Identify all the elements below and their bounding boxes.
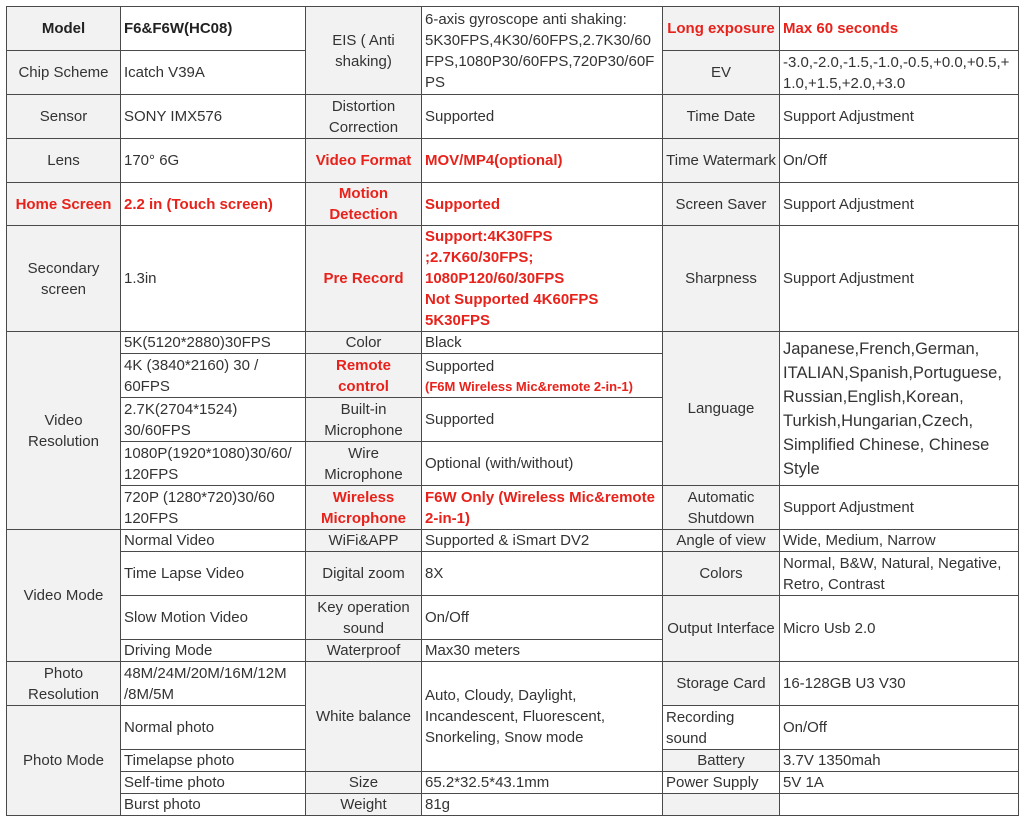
motion-detection-value: Supported — [422, 183, 663, 226]
size-label: Size — [306, 772, 422, 794]
angle-value: Wide, Medium, Narrow — [780, 530, 1019, 552]
sensor-value: SONY IMX576 — [121, 95, 306, 139]
pre-record-supported: Support:4K30FPS ;2.7K60/30FPS; 1080P120/60/30FPS — [425, 228, 565, 287]
photo-mode-normal: Normal photo — [121, 706, 306, 750]
video-format-value: MOV/MP4(optional) — [422, 139, 663, 183]
video-mode-driving: Driving Mode — [121, 640, 306, 662]
wifi-label: WiFi&APP — [306, 530, 422, 552]
motion-detection-label: Motion Detection — [306, 183, 422, 226]
photo-mode-burst: Burst photo — [121, 794, 306, 816]
output-interface-label: Output Interface — [663, 596, 780, 662]
distortion-label: Distortion Correction — [306, 95, 422, 139]
home-screen-value: 2.2 in (Touch screen) — [121, 183, 306, 226]
video-resolution-5k: 5K(5120*2880)30FPS — [121, 332, 306, 354]
angle-label: Angle of view — [663, 530, 780, 552]
color-value: Black — [422, 332, 663, 354]
power-supply-value: 5V 1A — [780, 772, 1019, 794]
screen-saver-value: Support Adjustment — [780, 183, 1019, 226]
screen-saver-label: Screen Saver — [663, 183, 780, 226]
lens-label: Lens — [7, 139, 121, 183]
video-format-label: Video Format — [306, 139, 422, 183]
wire-mic-value: Optional (with/without) — [422, 442, 663, 486]
pre-record-not-supported: Not Supported 4K60FPS 5K30FPS — [425, 291, 599, 329]
color-label: Color — [306, 332, 422, 354]
video-mode-slow-motion: Slow Motion Video — [121, 596, 306, 640]
digital-zoom-label: Digital zoom — [306, 552, 422, 596]
chip-label: Chip Scheme — [7, 51, 121, 95]
white-balance-value: Auto, Cloudy, Daylight, Incandescent, Fluorescent, Snorkeling, Snow mode — [422, 662, 663, 772]
photo-mode-label: Photo Mode — [7, 706, 121, 816]
key-sound-label: Key operation sound — [306, 596, 422, 640]
time-watermark-label: Time Watermark — [663, 139, 780, 183]
weight-value: 81g — [422, 794, 663, 816]
photo-resolution-value: 48M/24M/20M/16M/12M /8M/5M — [121, 662, 306, 706]
video-mode-normal: Normal Video — [121, 530, 306, 552]
wireless-mic-value: F6W Only (Wireless Mic&remote 2-in-1) — [422, 486, 663, 530]
waterproof-value: Max30 meters — [422, 640, 663, 662]
model-value: F6&F6W(HC08) — [121, 7, 306, 51]
battery-value: 3.7V 1350mah — [780, 750, 1019, 772]
secondary-screen-label: Secondary screen — [7, 226, 121, 332]
ev-value: -3.0,-2.0,-1.5,-1.0,-0.5,+0.0,+0.5,+1.0,+1.5,+2.0,+3.0 — [780, 51, 1019, 95]
wireless-mic-label: Wireless Microphone — [306, 486, 422, 530]
pre-record-value — [422, 226, 663, 332]
ev-label: EV — [663, 51, 780, 95]
photo-mode-self-time: Self-time photo — [121, 772, 306, 794]
auto-shutdown-label: Automatic Shutdown — [663, 486, 780, 530]
builtin-mic-value: Supported — [422, 398, 663, 442]
home-screen-label: Home Screen — [7, 183, 121, 226]
video-resolution-1080p: 1080P(1920*1080)30/60/ 120FPS — [121, 442, 306, 486]
long-exposure-label: Long exposure — [663, 7, 780, 51]
video-mode-timelapse: Time Lapse Video — [121, 552, 306, 596]
photo-mode-timelapse: Timelapse photo — [121, 750, 306, 772]
digital-zoom-value: 8X — [422, 552, 663, 596]
colors-label: Colors — [663, 552, 780, 596]
empty-label-cell — [663, 794, 780, 816]
size-value: 65.2*32.5*43.1mm — [422, 772, 663, 794]
time-date-label: Time Date — [663, 95, 780, 139]
lens-value: 170° 6G — [121, 139, 306, 183]
battery-label: Battery — [663, 750, 780, 772]
auto-shutdown-value: Support Adjustment — [780, 486, 1019, 530]
sensor-label: Sensor — [7, 95, 121, 139]
video-mode-label: Video Mode — [7, 530, 121, 662]
chip-value: Icatch V39A — [121, 51, 306, 95]
language-label: Language — [663, 332, 780, 486]
remote-control-value — [422, 354, 663, 398]
sharpness-label: Sharpness — [663, 226, 780, 332]
empty-value-cell — [780, 794, 1019, 816]
storage-value: 16-128GB U3 V30 — [780, 662, 1019, 706]
remote-control-note: (F6M Wireless Mic&remote 2-in-1) — [425, 378, 633, 394]
language-value: Japanese,French,German, ITALIAN,Spanish,Portuguese, Russian,English,Korean, Turkish,Hungarian,Czech, Simplified Chinese, Chinese Style — [780, 332, 1019, 486]
waterproof-label: Waterproof — [306, 640, 422, 662]
spec-table — [6, 6, 1019, 816]
white-balance-label: White balance — [306, 662, 422, 772]
pre-record-label: Pre Record — [306, 226, 422, 332]
secondary-screen-value: 1.3in — [121, 226, 306, 332]
video-resolution-720p: 720P (1280*720)30/60 120FPS — [121, 486, 306, 530]
wifi-value: Supported & iSmart DV2 — [422, 530, 663, 552]
recording-sound-label: Recording sound — [663, 706, 780, 750]
distortion-value: Supported — [422, 95, 663, 139]
wire-mic-label: Wire Microphone — [306, 442, 422, 486]
eis-value: 6-axis gyroscope anti shaking: 5K30FPS,4K30/60FPS,2.7K30/60FPS,1080P30/60FPS,720P30/60FPS — [422, 7, 663, 95]
storage-label: Storage Card — [663, 662, 780, 706]
video-resolution-2-7k: 2.7K(2704*1524) 30/60FPS — [121, 398, 306, 442]
video-resolution-label: Video Resolution — [7, 332, 121, 530]
key-sound-value: On/Off — [422, 596, 663, 640]
model-label: Model — [7, 7, 121, 51]
time-date-value: Support Adjustment — [780, 95, 1019, 139]
remote-control-label: Remote control — [306, 354, 422, 398]
sharpness-value: Support Adjustment — [780, 226, 1019, 332]
remote-control-supported: Supported — [425, 357, 495, 375]
recording-sound-value: On/Off — [780, 706, 1019, 750]
power-supply-label: Power Supply — [663, 772, 780, 794]
colors-value: Normal, B&W, Natural, Negative, Retro, Contrast — [780, 552, 1019, 596]
photo-resolution-label: Photo Resolution — [7, 662, 121, 706]
output-interface-value: Micro Usb 2.0 — [780, 596, 1019, 662]
eis-label: EIS ( Anti shaking) — [306, 7, 422, 95]
weight-label: Weight — [306, 794, 422, 816]
builtin-mic-label: Built-in Microphone — [306, 398, 422, 442]
video-resolution-4k: 4K (3840*2160) 30 / 60FPS — [121, 354, 306, 398]
time-watermark-value: On/Off — [780, 139, 1019, 183]
long-exposure-value: Max 60 seconds — [780, 7, 1019, 51]
